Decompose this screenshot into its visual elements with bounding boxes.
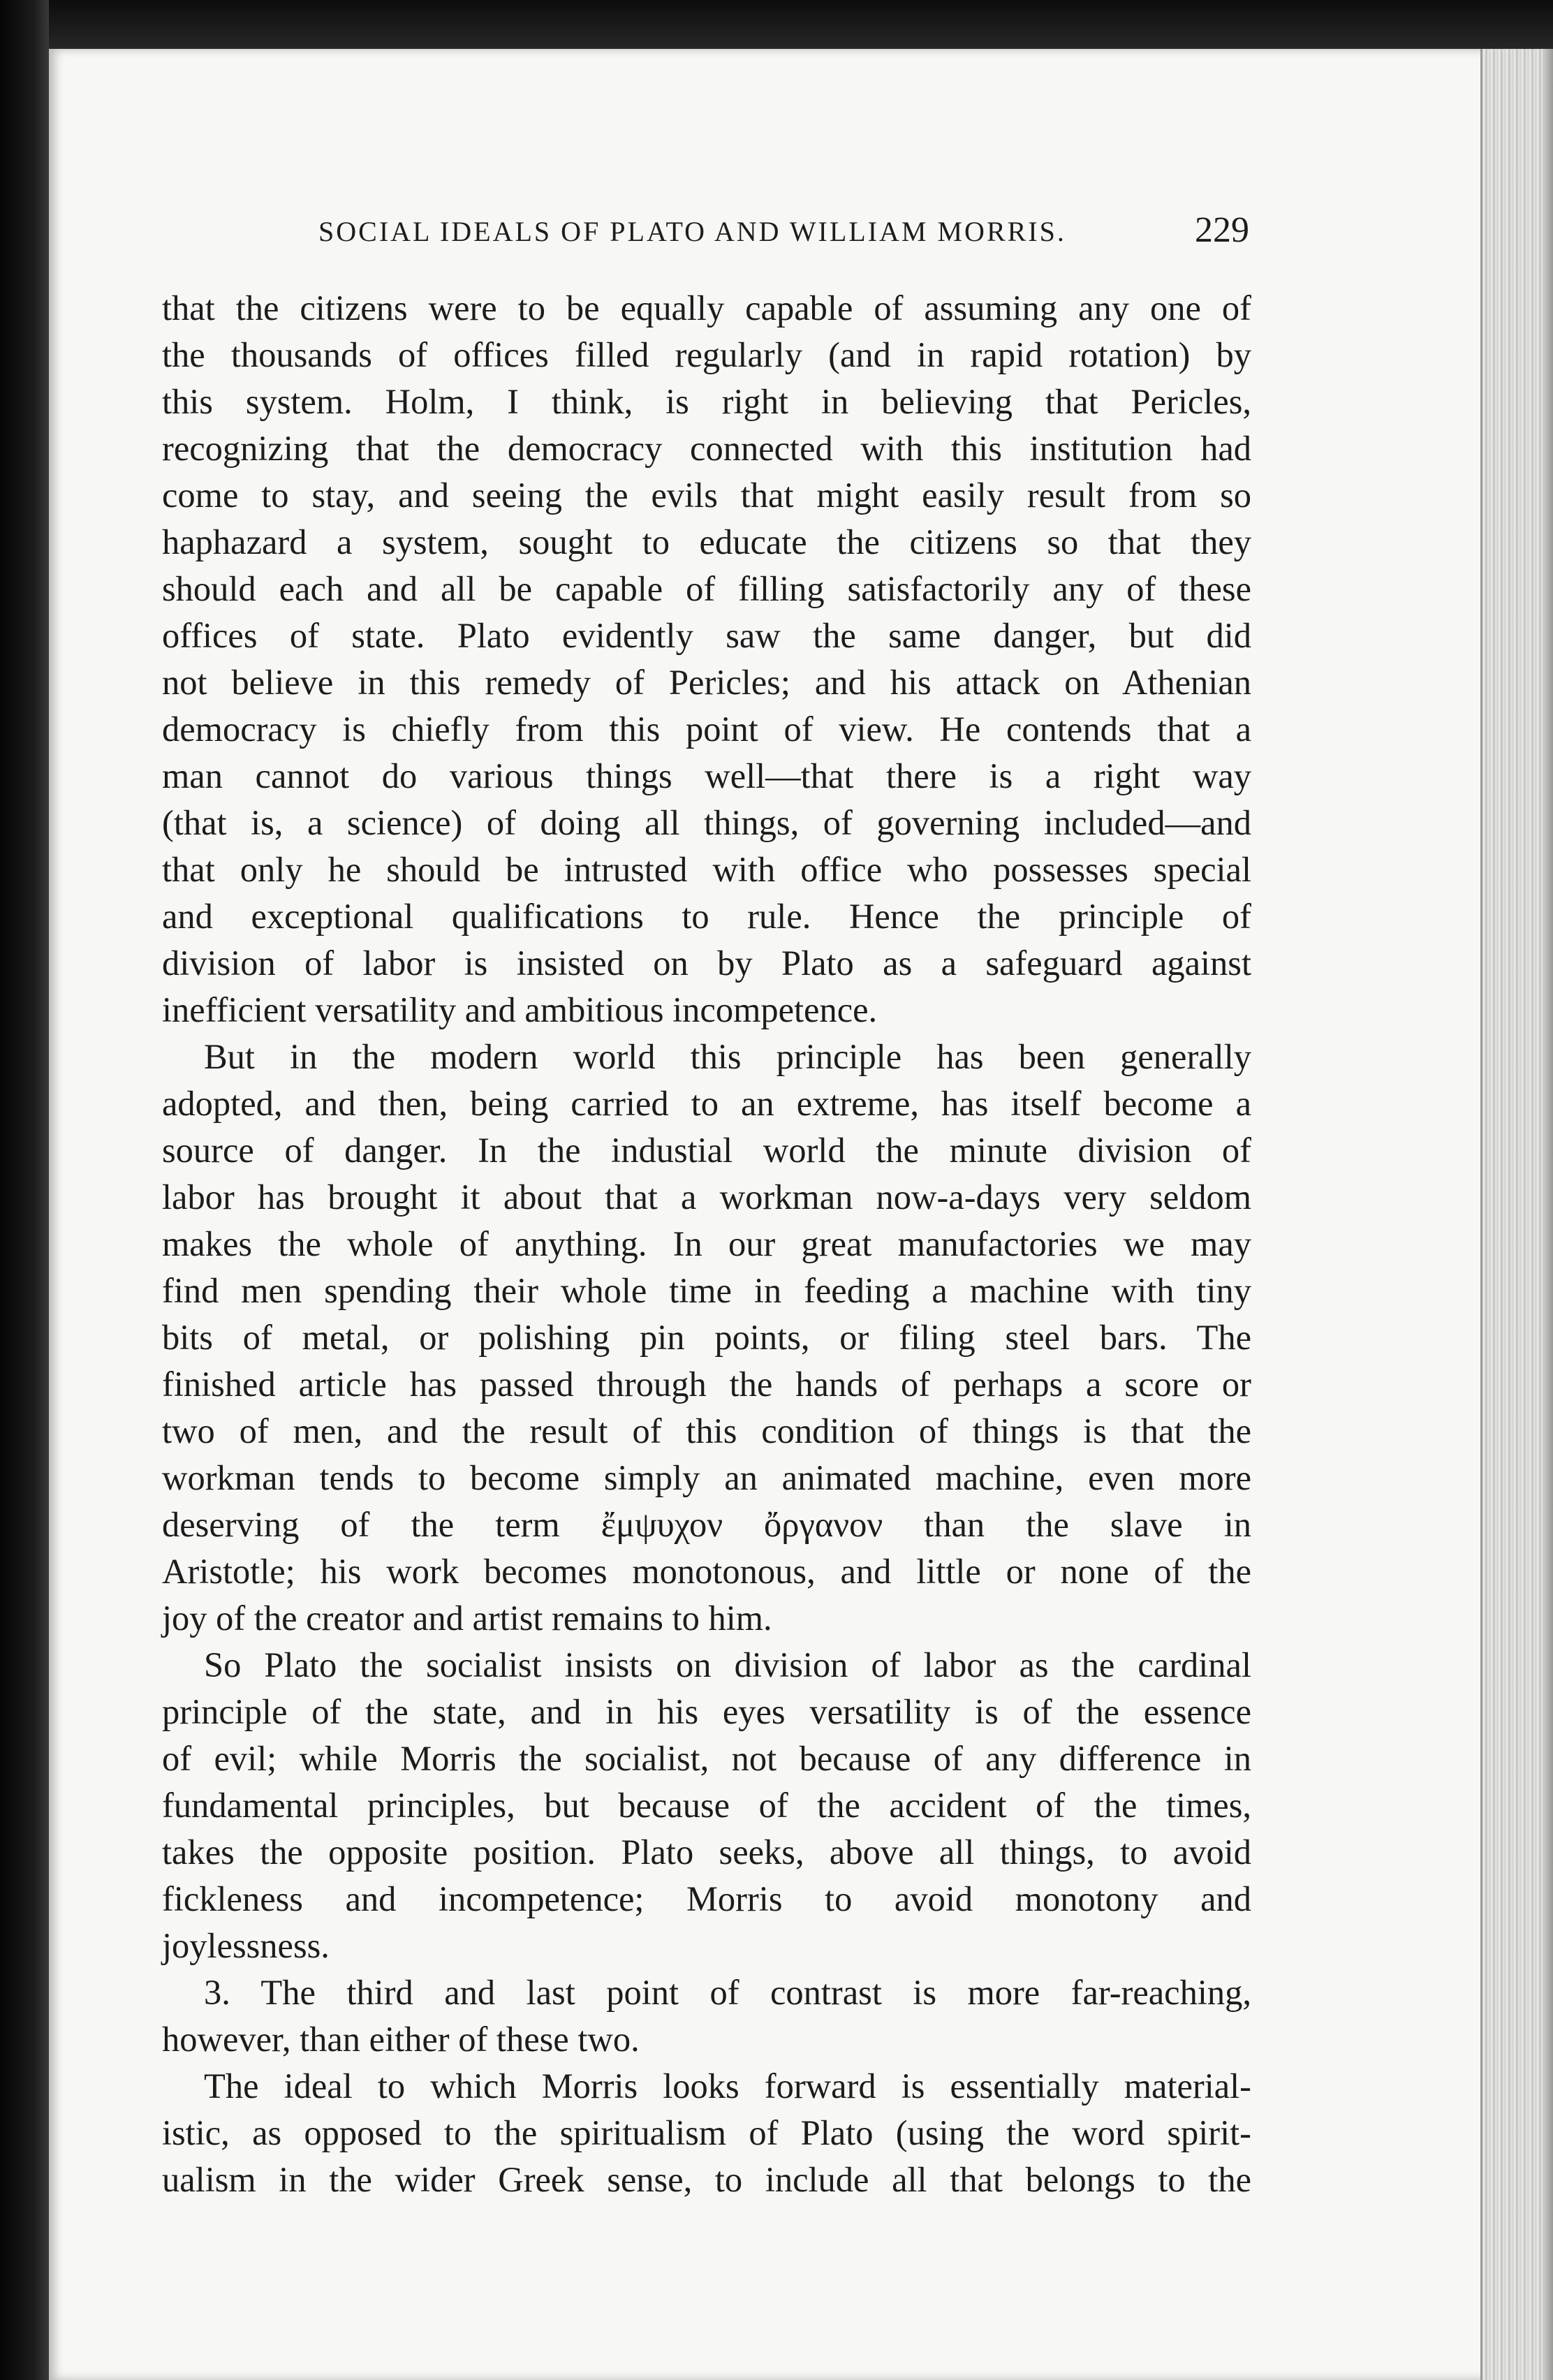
text-line: But in the modern world this principle has been generally: [204, 1037, 1251, 1076]
text-line: workman tends to become simply an animated machine, even more: [162, 1458, 1251, 1497]
text-line: istic, as opposed to the spiritualism of Plato (using the word spirit-: [162, 2113, 1251, 2152]
text-line: bits of metal, or polishing pin points, or filing steel bars. The: [162, 1318, 1251, 1357]
text-line: haphazard a system, sought to educate the citizens so that they: [162, 522, 1251, 561]
paragraph: [162, 285, 1251, 1034]
text-line: inefficient versatility and ambitious incompetence.: [162, 990, 878, 1029]
text-line: man cannot do various things well—that there is a right way: [162, 756, 1251, 795]
page-edge-stack: [1480, 49, 1553, 2380]
text-line: The ideal to which Morris looks forward is essentially material-: [204, 2066, 1251, 2106]
text-line: two of men, and the result of this condition of things is that the: [162, 1411, 1251, 1450]
text-line: ualism in the wider Greek sense, to include all that belongs to the: [162, 2160, 1251, 2199]
text-line: 3. The third and last point of contrast is more far-reaching,: [204, 1973, 1251, 2012]
text-line: not believe in this remedy of Pericles; and his attack on Athenian: [162, 663, 1251, 702]
text-line: that only he should be intrusted with office who possesses special: [162, 850, 1251, 889]
text-line: finished article has passed through the hands of perhaps a score or: [162, 1365, 1251, 1404]
text-line: principle of the state, and in his eyes versatility is of the essence: [162, 1692, 1251, 1731]
text-line: labor has brought it about that a workman now-a-days very seldom: [162, 1177, 1251, 1217]
text-line: the thousands of offices filled regularly (and in rapid rotation) by: [162, 335, 1251, 374]
text-line: takes the opposite position. Plato seeks, above all things, to avoid: [162, 1832, 1251, 1872]
paragraph: [162, 1034, 1251, 1642]
text-line: however, than either of these two.: [162, 2020, 640, 2059]
text-line: fundamental principles, but because of the accident of the times,: [162, 1786, 1251, 1825]
paragraph: [162, 1969, 1251, 2063]
text-line: offices of state. Plato evidently saw the same danger, but did: [162, 616, 1251, 655]
text-line: recognizing that the democracy connected with this institution had: [162, 429, 1251, 468]
text-line: this system. Holm, I think, is right in believing that Pericles,: [162, 382, 1251, 421]
scan-border-top: [0, 0, 1553, 54]
text-line: adopted, and then, being carried to an extreme, has itself become a: [162, 1084, 1251, 1123]
text-line: So Plato the socialist insists on division of labor as the cardinal: [204, 1645, 1251, 1684]
text-line: that the citizens were to be equally capable of assuming any one of: [162, 288, 1251, 328]
text-line: Aristotle; his work becomes monotonous, and little or none of the: [162, 1552, 1251, 1591]
running-title: SOCIAL IDEALS OF PLATO AND WILLIAM MORRIS.: [318, 216, 1066, 247]
text-line: division of labor is insisted on by Plato as a safeguard against: [162, 943, 1251, 983]
text-line: come to stay, and seeing the evils that might easily result from so: [162, 476, 1251, 515]
text-line: should each and all be capable of filling satisfactorily any of these: [162, 569, 1251, 608]
text-line: joy of the creator and artist remains to him.: [162, 1599, 772, 1638]
text-line: find men spending their whole time in feeding a machine with tiny: [162, 1271, 1251, 1310]
running-header: [163, 210, 1249, 258]
body-text: [162, 285, 1251, 2203]
greek-text-line: deserving of the term ἔμψυχον ὄργανον than the slave in: [162, 1505, 1251, 1544]
text-line: fickleness and incompetence; Morris to avoid monotony and: [162, 1879, 1251, 1918]
paragraph: [162, 1642, 1251, 1969]
text-line: democracy is chiefly from this point of view. He contends that a: [162, 710, 1251, 749]
text-line: joylessness.: [162, 1926, 330, 1965]
scan-border-left: [0, 0, 49, 2380]
text-line: source of danger. In the industial world the minute division of: [162, 1131, 1251, 1170]
page-number: 229: [1195, 210, 1249, 250]
paragraph: [162, 2063, 1251, 2203]
text-line: of evil; while Morris the socialist, not because of any difference in: [162, 1739, 1251, 1778]
text-line: makes the whole of anything. In our great manufactories we may: [162, 1224, 1251, 1263]
text-line: (that is, a science) of doing all things, of governing included—and: [162, 803, 1251, 842]
text-line: and exceptional qualifications to rule. Hence the principle of: [162, 897, 1251, 936]
